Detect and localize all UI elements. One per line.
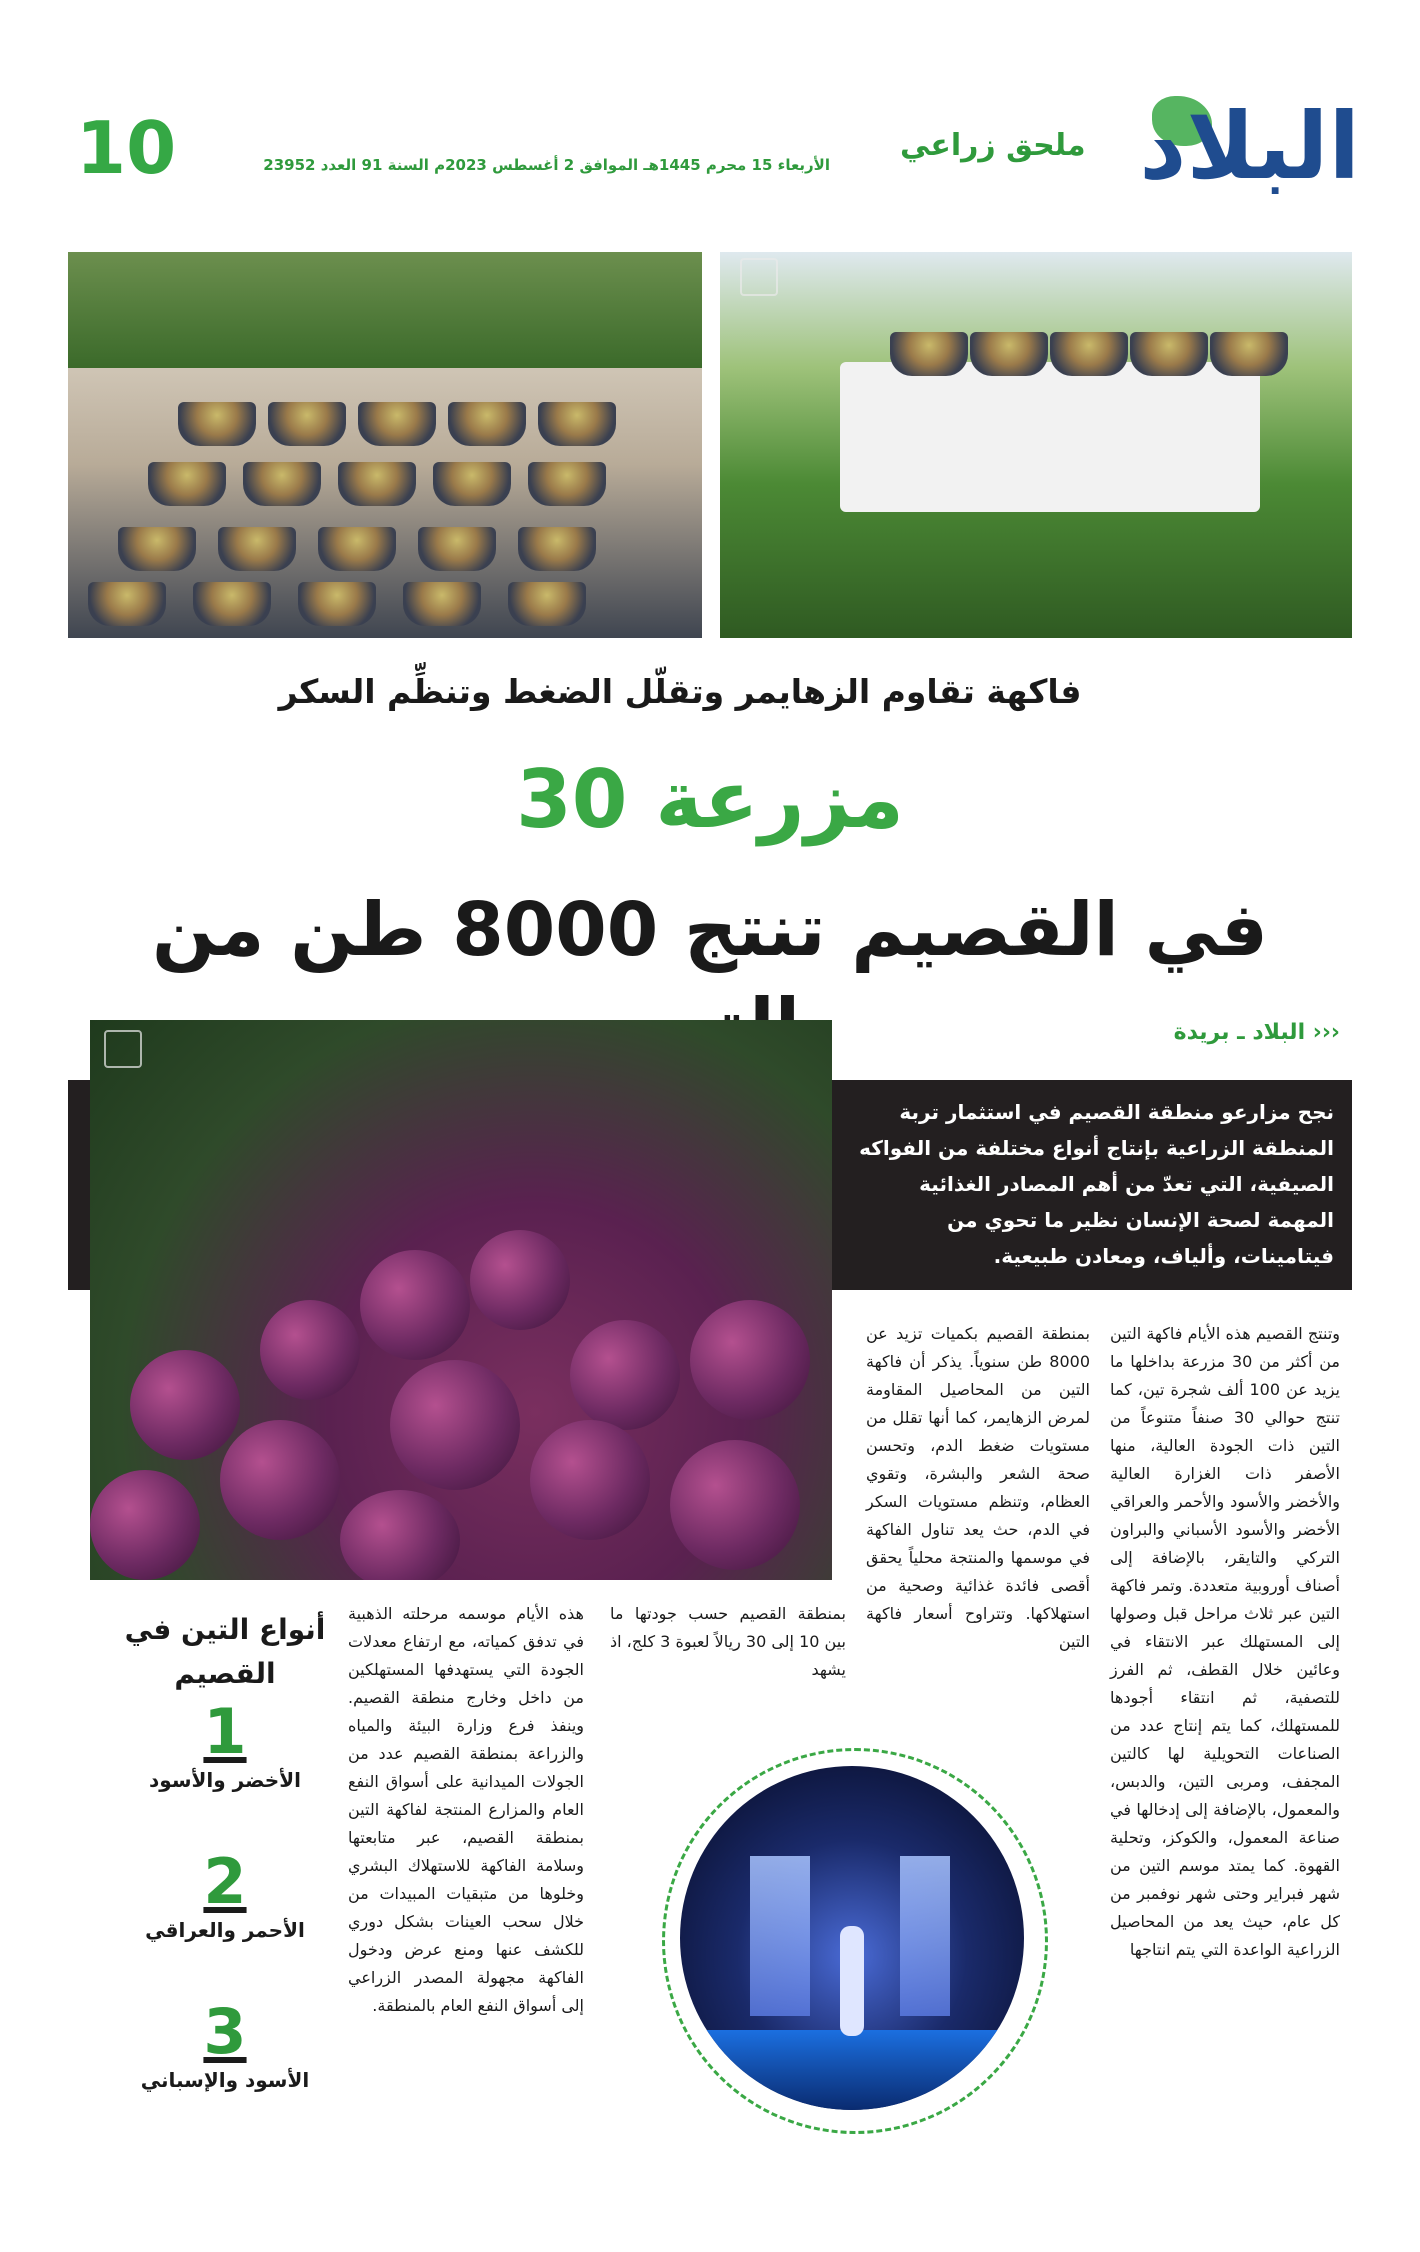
article-column-1: وتنتج القصيم هذه الأيام فاكهة التين من أكثر من 30 مزرعة بداخلها ما يزيد عن 100 ألف شجرة تين، كما تنتج حوالي 30 صنفاً متنوعاً من التين ذات الجودة العالية، منها الأصفر ذات الغزارة العالية والأخضر والأسود والأحمر والعراقي الأخضر والأسود الأسباني والبراون التركي والتايقر، بالإضافة إلى أصناف أوروبية متعددة. وتمر فاكهة التين عبر ثلاث مراحل قبل وصولها إلى المستهلك عبر الانتقاء في وعائين خلال القطف، ثم الفرز للتصفية، ثم انتقاء أجودها للمستهلك، كما يتم إنتاج عدد من الصناعات التحويلية لها كالتين المجفف، ومربى التين، والدبس، والمعمول، بالإضافة إلى إدخالها في صناعة المعمول، والكوكز، وتحلية القهوة. كما يمتد موسم التين من شهر فبراير وحتى شهر نوفمبر من كل عام، حيث يعد من المحاصيل الزراعية الواعدة التي يتم انتاجها: [1110, 1324, 1341, 1959]
type-label: الأحمر والعراقي: [145, 1918, 305, 1942]
article-column-4: هذه الأيام موسمه مرحلته الذهبية في تدفق كمياته، مع ارتفاع معدلات الجودة التي يستهدفها المستهلكين من داخل وخارج منطقة القصيم. وينفذ فرع وزارة البيئة والمياه والزراعة بمنطقة القصيم عدد من الجولات الميدانية على أسواق النفع العام والمزارع المنتجة لفاكهة التين بمنطقة القصيم، عبر متابعتها وسلامة الفاكهة للاستهلاك البشري وخلوها من متبقيات المبيدات من خلال سحب العينات بشكل دوري للكشف عنها ومنع عرض ودخول الفاكهة مجهولة المصدر الزراعي إلى أسواق النفع العام بالمنطقة.: [348, 1604, 584, 2015]
spa-watermark-icon: [740, 258, 778, 296]
fig-baskets-photo: [68, 252, 702, 638]
type-number: 3: [203, 1995, 247, 2068]
kicker: فاكهة تقاوم الزهايمر وتقلّل الضغط وتنظِّم السكر: [278, 672, 1082, 711]
byline: [1050, 1020, 1340, 1045]
dateline: الأربعاء 15 محرم 1445هـ الموافق 2 أغسطس 2023م السنة 91 العدد 23952: [263, 156, 830, 174]
figs-closeup-photo: [90, 1020, 832, 1580]
type-number: 2: [203, 1845, 247, 1918]
headline-main: في القصيم تنتج 8000 طن من: [152, 887, 1268, 973]
chevrons-icon: ‹‹‹: [1312, 1020, 1340, 1045]
fig-truck-photo: [720, 252, 1352, 638]
logo-text: البلاد: [1139, 93, 1360, 200]
byline-text: البلاد ـ بريدة: [1173, 1020, 1306, 1045]
page-number: 10: [76, 106, 177, 190]
lede-text: نجح مزارعو منطقة القصيم في استثمار تربة المنطقة الزراعية بإنتاج أنواع مختلفة من الفواكه الصيفية، التي تعدّ من أهم المصادر الغذائية المهمة لصحة الإنسان نظير ما تحوي من فيتامينات، وألياف، ومعادن طبيعية.: [859, 1100, 1334, 1268]
newspaper-logo: [1110, 88, 1360, 206]
type-number: 1: [203, 1695, 247, 1768]
lede-bar-left: [68, 1080, 90, 1290]
type-item: [130, 1695, 320, 1796]
supplement-title: ملحق زراعي: [900, 128, 1086, 163]
headline-top: 30 مزرعة: [516, 753, 904, 846]
article-column-2: بمنطقة القصيم بكميات تزيد عن 8000 طن سنوياً. يذكر أن فاكهة التين من المحاصيل المقاومة لمرض الزهايمر، كما أنها تقلل من مستويات ضغط الدم، وتحسن صحة الشعر والبشرة، وتقوي العظام، وتنظم مستويات السكر في الدم، حث يعد تناول الفاكهة في موسمها والمنتجة محلياً يحقق أقصى فائدة غذائية وصحية من استهلاكها. وتتراوح أسعار فاكهة التين: [866, 1324, 1090, 1651]
type-item: [130, 1845, 320, 1946]
type-item: [130, 1995, 320, 2096]
type-label: الأسود والإسباني: [140, 2068, 310, 2092]
pickup-truck: [840, 362, 1260, 512]
type-label: الأخضر والأسود: [149, 1768, 301, 1792]
stage-performance-photo: [680, 1766, 1024, 2110]
spa-watermark-icon: [104, 1030, 142, 1068]
lede-box: [832, 1080, 1352, 1290]
article-column-3: بمنطقة القصيم حسب جودتها ما بين 10 إلى 30 ريالاً لعبوة 3 كلج، اذ يشهد: [610, 1604, 847, 1679]
types-title: أنواع التين في القصيم: [124, 1613, 326, 1690]
